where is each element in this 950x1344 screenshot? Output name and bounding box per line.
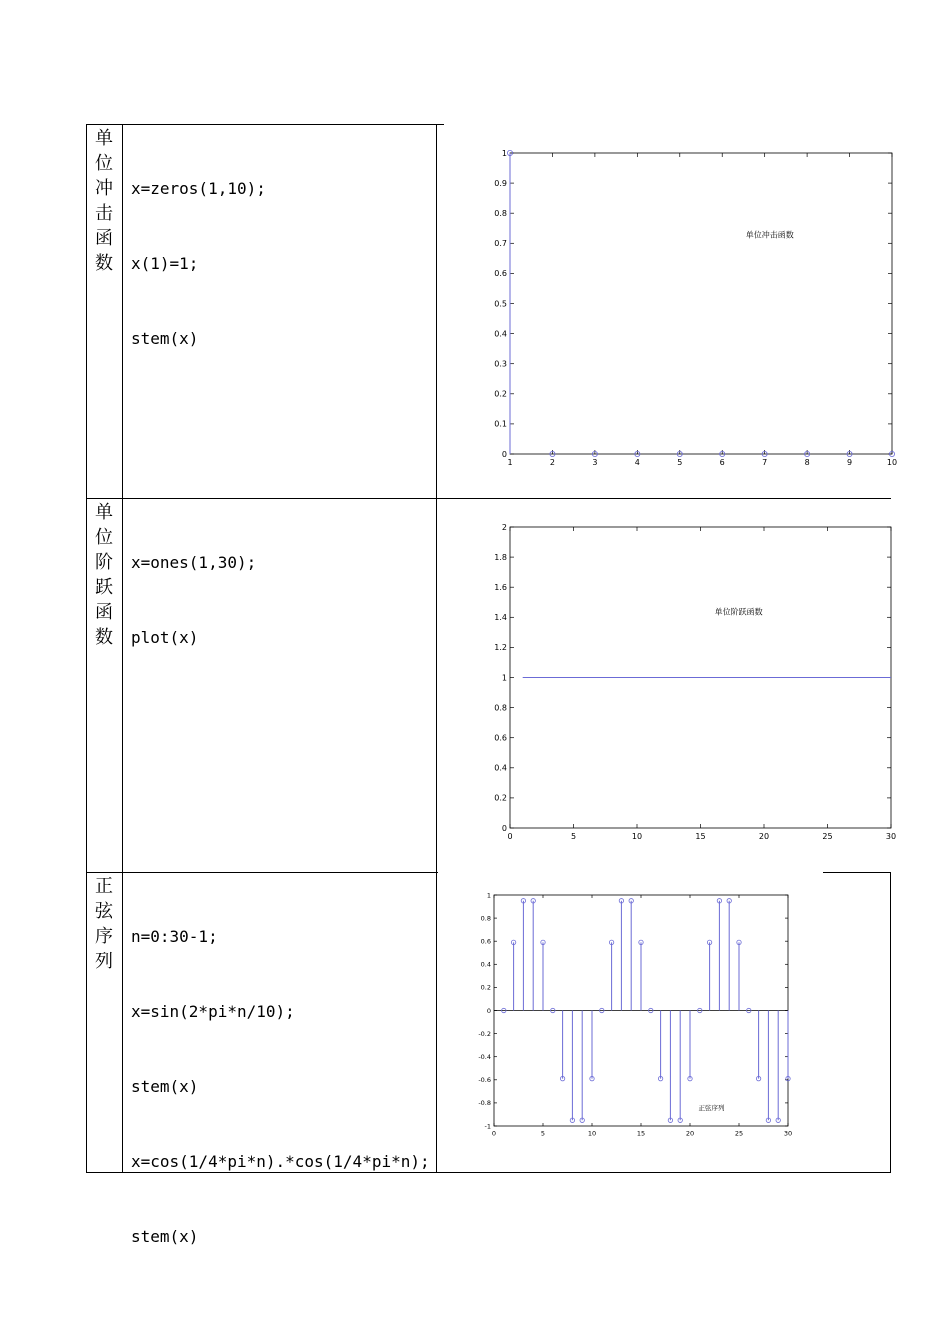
label-char: 弦 <box>95 901 113 922</box>
label-char: 列 <box>95 951 113 972</box>
y-tick-label: 0.9 <box>494 178 507 188</box>
label-char: 阶 <box>95 552 113 573</box>
y-tick-label: 0.4 <box>494 329 507 339</box>
y-tick-label: 1.6 <box>494 583 507 592</box>
code-block-step <box>131 500 256 675</box>
label-char: 跃 <box>95 577 113 598</box>
x-tick-label: 25 <box>822 832 833 841</box>
plot-axes-box <box>510 153 892 454</box>
y-tick-label: 0.6 <box>480 937 491 946</box>
y-tick-label: 0.3 <box>494 359 507 369</box>
code-line: stem(x) <box>131 1227 199 1246</box>
code-line: n=0:30-1; <box>131 927 218 946</box>
x-tick-label: 5 <box>540 1129 546 1138</box>
x-tick-label: 9 <box>847 458 853 467</box>
y-tick-label: 0.4 <box>480 960 491 969</box>
label-char: 冲 <box>95 178 113 199</box>
x-tick-label: 8 <box>804 458 810 467</box>
label-char: 单 <box>95 128 113 149</box>
chart-annotation: 正弦序列 <box>698 1103 725 1112</box>
label-char: 位 <box>95 153 113 174</box>
y-tick-label: 0.1 <box>494 419 507 429</box>
label-char: 函 <box>95 228 113 249</box>
row-label-step <box>86 500 122 650</box>
table-col-divider-2 <box>436 124 437 1173</box>
sine-stem-chart <box>465 885 805 1140</box>
y-tick-label: 1.4 <box>494 613 507 623</box>
code-line: stem(x) <box>131 329 199 348</box>
x-tick-label: 10 <box>631 832 643 841</box>
y-tick-label: 0 <box>501 449 507 459</box>
y-tick-label: 0.7 <box>494 239 507 249</box>
x-tick-label: 15 <box>636 1129 646 1138</box>
y-tick-label: 0.2 <box>480 983 491 992</box>
x-tick-label: 6 <box>719 458 725 467</box>
code-line: x=ones(1,30); <box>131 553 257 572</box>
y-tick-label: 0.6 <box>494 269 507 279</box>
code-block-impulse <box>131 126 266 376</box>
label-char: 击 <box>95 203 113 224</box>
x-tick-label: 25 <box>734 1129 744 1138</box>
x-tick-label: 10 <box>886 458 898 467</box>
y-tick-label: 1 <box>501 673 507 683</box>
code-line: stem(x) <box>131 1077 199 1096</box>
x-tick-label: 20 <box>685 1129 695 1138</box>
x-tick-label: 20 <box>758 832 770 841</box>
table-divider-2b <box>823 872 891 873</box>
y-tick-label: 1 <box>501 148 507 158</box>
code-block-sine <box>131 874 430 1274</box>
y-tick-label: -0.6 <box>478 1076 491 1085</box>
impulse-stem-chart <box>480 140 910 475</box>
code-line: x=sin(2*pi*n/10); <box>131 1002 295 1021</box>
label-char: 数 <box>95 627 113 648</box>
x-tick-label: 4 <box>634 458 640 467</box>
y-tick-label: 0.2 <box>494 793 507 803</box>
label-char: 位 <box>95 527 113 548</box>
label-char: 数 <box>95 253 113 274</box>
row-label-impulse <box>86 126 122 276</box>
label-char: 序 <box>95 926 113 947</box>
x-tick-label: 5 <box>570 832 577 841</box>
y-tick-label: 0 <box>501 823 507 833</box>
y-tick-label: 1 <box>486 891 491 900</box>
code-line: plot(x) <box>131 628 199 647</box>
x-tick-label: 7 <box>762 458 768 467</box>
x-tick-label: 3 <box>592 458 598 467</box>
y-tick-label: 0.2 <box>494 389 507 399</box>
table-border-top <box>86 124 444 125</box>
y-tick-label: 0.6 <box>494 733 507 743</box>
y-tick-label: -1 <box>484 1122 491 1131</box>
x-tick-label: 0 <box>507 832 513 841</box>
y-tick-label: 1.2 <box>494 643 507 653</box>
row-label-sine <box>86 874 122 974</box>
label-char: 单 <box>95 502 113 523</box>
y-tick-label: 0 <box>486 1006 491 1015</box>
x-tick-label: 10 <box>587 1129 597 1138</box>
y-tick-label: 0.8 <box>494 209 507 218</box>
label-char: 正 <box>95 876 113 897</box>
y-tick-label: -0.2 <box>478 1029 491 1038</box>
code-line: x=zeros(1,10); <box>131 179 266 198</box>
y-tick-label: 0.8 <box>494 703 507 713</box>
y-tick-label: -0.4 <box>478 1052 491 1061</box>
y-tick-label: 0.4 <box>494 763 507 773</box>
x-tick-label: 30 <box>783 1129 793 1138</box>
chart-annotation: 单位冲击函数 <box>745 230 794 240</box>
table-border-right <box>890 872 891 1173</box>
table-divider-1 <box>86 498 891 499</box>
label-char: 函 <box>95 602 113 623</box>
code-line: x(1)=1; <box>131 254 199 273</box>
chart-annotation: 单位阶跃函数 <box>714 607 763 617</box>
x-tick-label: 0 <box>491 1129 497 1138</box>
x-tick-label: 2 <box>549 458 555 467</box>
x-tick-label: 5 <box>677 458 683 467</box>
table-divider-2a <box>86 872 438 873</box>
y-tick-label: 0.5 <box>494 299 507 309</box>
x-tick-label: 30 <box>885 832 897 841</box>
x-tick-label: 1 <box>507 458 513 467</box>
y-tick-label: -0.8 <box>478 1099 491 1108</box>
y-tick-label: 0.8 <box>480 914 491 923</box>
code-line: x=cos(1/4*pi*n).*cos(1/4*pi*n); <box>131 1152 430 1171</box>
x-tick-label: 15 <box>695 832 706 841</box>
step-line-chart <box>480 515 910 850</box>
y-tick-label: 2 <box>501 522 507 532</box>
y-tick-label: 1.8 <box>494 552 507 562</box>
table-col-divider-1 <box>122 124 123 1173</box>
